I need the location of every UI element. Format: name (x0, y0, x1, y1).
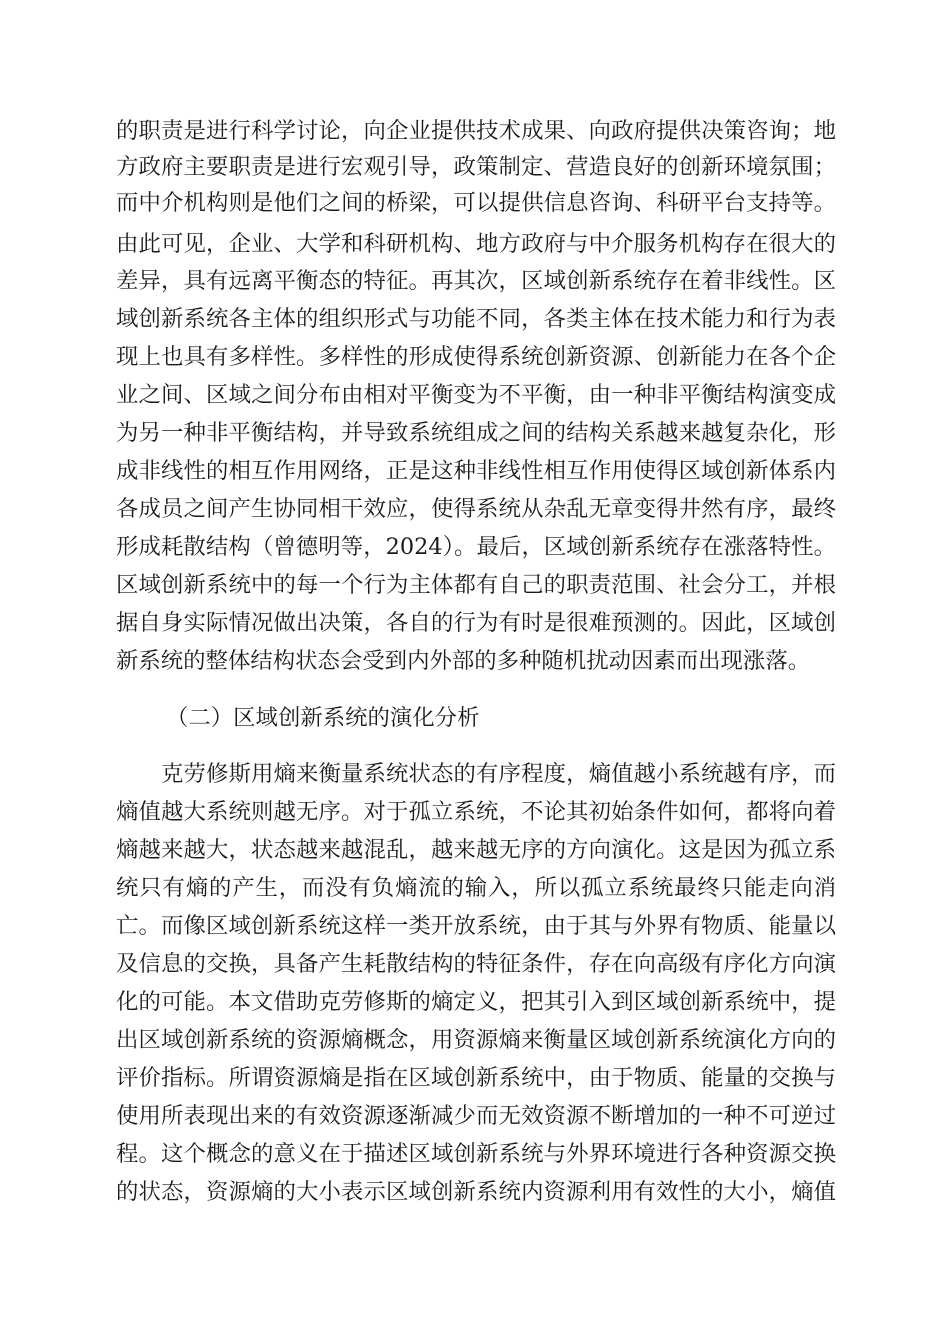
section-heading: （二）区域创新系统的演化分析 (166, 705, 480, 731)
text-line: 为另一种非平衡结构，并导致系统组成之间的结构关系越来越复杂化，形 (116, 420, 836, 446)
text-line: 差异，具有远离平衡态的特征。再其次，区域创新系统存在着非线性。区 (116, 268, 836, 294)
text-line: 各成员之间产生协同相干效应，使得系统从杂乱无章变得井然有序，最终 (116, 496, 836, 522)
text-line: 新系统的整体结构状态会受到内外部的多种随机扰动因素而出现涨落。 (116, 648, 811, 674)
text-line: 形成耗散结构（曾德明等，2024）。最后，区域创新系统存在涨落特性。 (116, 534, 836, 560)
text-line: 程。这个概念的意义在于描述区域创新系统与外界环境进行各种资源交换 (116, 1141, 836, 1167)
text-line: 使用所表现出来的有效资源逐渐减少而无效资源不断增加的一种不可逆过 (116, 1103, 836, 1129)
text-line: 现上也具有多样性。多样性的形成使得系统创新资源、创新能力在各个企 (116, 344, 836, 370)
text-line: 及信息的交换，具备产生耗散结构的特征条件，存在向高级有序化方向演 (116, 951, 836, 977)
text-line: 业之间、区域之间分布由相对平衡变为不平衡，由一种非平衡结构演变成 (116, 382, 836, 408)
text-line: 化的可能。本文借助克劳修斯的熵定义，把其引入到区域创新系统中，提 (116, 989, 836, 1015)
text-line: 据自身实际情况做出决策，各自的行为有时是很难预测的。因此，区域创 (116, 610, 836, 636)
text-line: 熵值越大系统则越无序。对于孤立系统，不论其初始条件如何，都将向着 (116, 799, 836, 825)
text-line: 而中介机构则是他们之间的桥梁，可以提供信息咨询、科研平台支持等。 (116, 190, 836, 216)
text-line: 的职责是进行科学讨论，向企业提供技术成果、向政府提供决策咨询；地 (116, 118, 836, 144)
text-line: 区域创新系统中的每一个行为主体都有自己的职责范围、社会分工，并根 (116, 572, 836, 598)
text-line: 克劳修斯用熵来衡量系统状态的有序程度，熵值越小系统越有序，而 (116, 761, 836, 787)
text-line: 出区域创新系统的资源熵概念，用资源熵来衡量区域创新系统演化方向的 (116, 1027, 836, 1053)
text-line: 熵越来越大，状态越来越混乱，越来越无序的方向演化。这是因为孤立系 (116, 837, 836, 863)
text-line: 域创新系统各主体的组织形式与功能不同，各类主体在技术能力和行为表 (116, 306, 836, 332)
text-line: 的状态，资源熵的大小表示区域创新系统内资源利用有效性的大小，熵值 (116, 1179, 836, 1205)
text-line: 方政府主要职责是进行宏观引导，政策制定、营造良好的创新环境氛围； (116, 154, 836, 180)
text-line: 评价指标。所谓资源熵是指在区域创新系统中，由于物质、能量的交换与 (116, 1065, 836, 1091)
text-line: 成非线性的相互作用网络，正是这种非线性相互作用使得区域创新体系内 (116, 458, 836, 484)
text-line: 亡。而像区域创新系统这样一类开放系统，由于其与外界有物质、能量以 (116, 913, 836, 939)
text-line: 统只有熵的产生，而没有负熵流的输入，所以孤立系统最终只能走向消 (116, 875, 836, 901)
text-line: 由此可见，企业、大学和科研机构、地方政府与中介服务机构存在很大的 (116, 231, 836, 257)
